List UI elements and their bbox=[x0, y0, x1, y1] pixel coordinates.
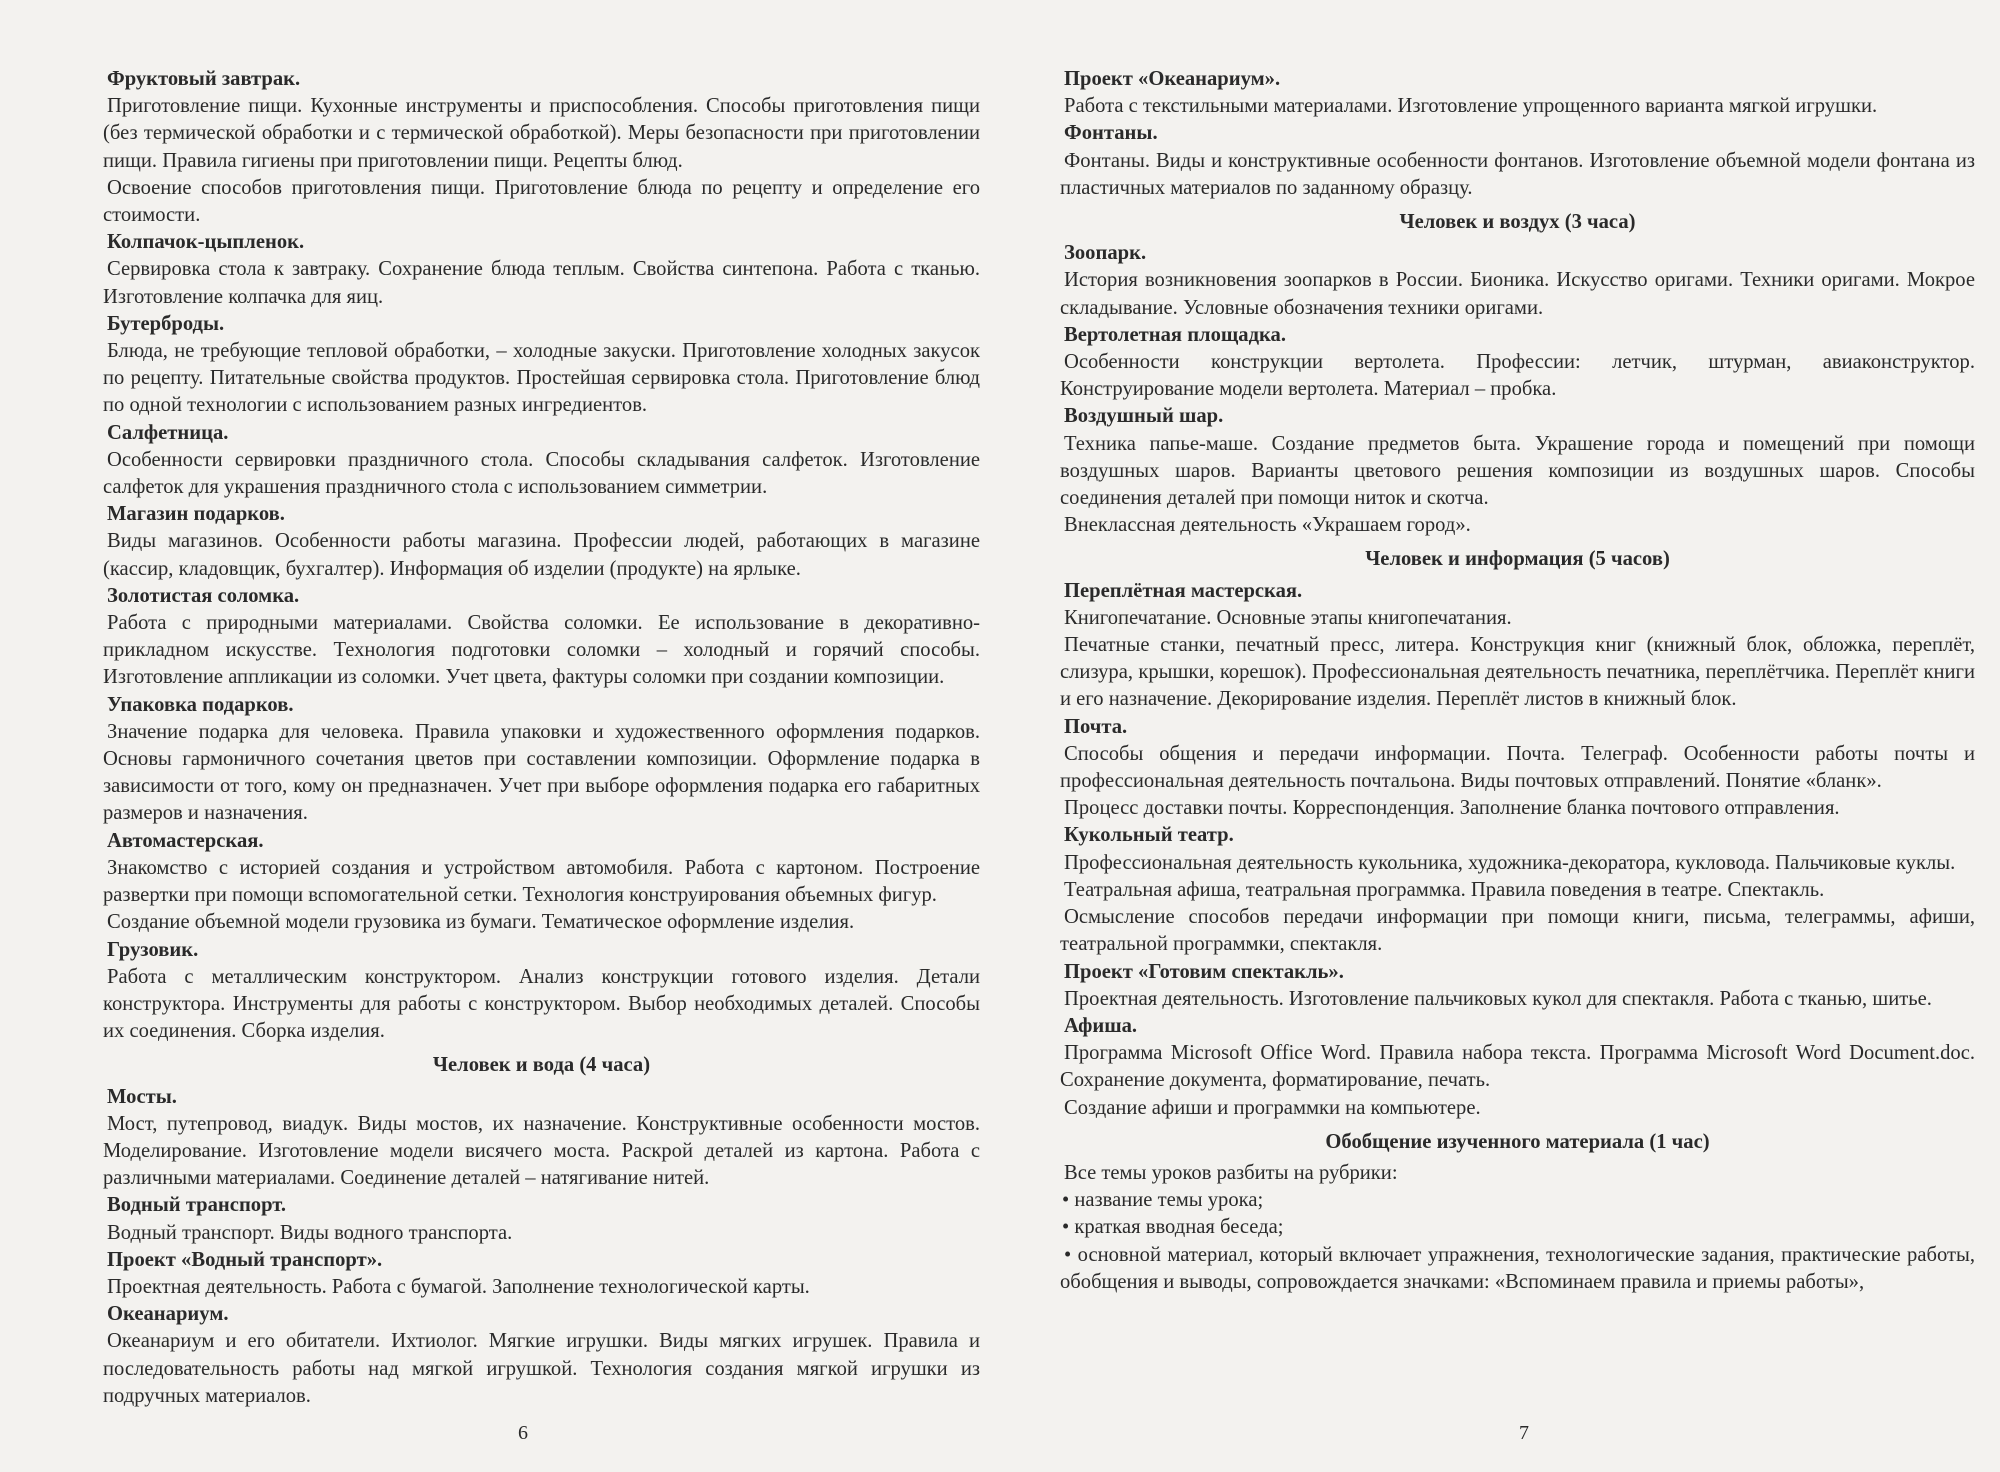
topic-heading: Водный транспорт. bbox=[107, 1194, 286, 1217]
paragraph: Программа Microsoft Office Word. Правила набора текста. Программа Microsoft Word Document.doc. Сохранение документа, форматирование, печать. bbox=[1060, 1042, 1975, 1092]
paragraph: История возникновения зоопарков в России. Бионика. Искусство оригами. Техники оригами. Мокрое складывание. Условные обозначения техники оригами. bbox=[1060, 269, 1975, 319]
topic-heading: Золотистая соломка. bbox=[107, 584, 300, 607]
paragraph: Фонтаны. Виды и конструктивные особенности фонтанов. Изготовление объемной модели фонтана из пластичных материалов по заданному образцу. bbox=[1060, 149, 1975, 199]
page-number: 6 bbox=[518, 1422, 528, 1444]
paragraph: Освоение способов приготовления пищи. Приготовление блюда по рецепту и определение его стоимости. bbox=[103, 176, 980, 227]
section-heading: Обобщение изученного материала (1 час) bbox=[1325, 1130, 1710, 1153]
left-page-text bbox=[103, 66, 980, 1410]
paragraph: Особенности сервировки праздничного стола. Способы складывания салфеток. Изготовление салфеток для украшения праздничного стола с использованием симметрии. bbox=[103, 448, 980, 499]
paragraph: Создание объемной модели грузовика из бумаги. Тематическое оформление изделия. bbox=[107, 911, 855, 934]
topic-heading: Мосты. bbox=[107, 1085, 177, 1108]
topic-heading: Бутерброды. bbox=[107, 312, 225, 335]
paragraph: Проектная деятельность. Работа с бумагой. Заполнение технологической карты. bbox=[107, 1275, 810, 1298]
topic-heading: Колпачок-цыпленок. bbox=[107, 231, 305, 254]
section-heading: Человек и вода (4 часа) bbox=[432, 1054, 651, 1077]
topic-heading: Афиша. bbox=[1064, 1014, 1138, 1037]
paragraph: Знакомство с историей создания и устройством автомобиля. Работа с картоном. Построение развертки при помощи вспомогательной сетки. Технология конструирования объемных фигур. bbox=[103, 856, 980, 907]
paragraph: Блюда, не требующие тепловой обработки, – холодные закуски. Приготовление холодных закусок по рецепту. Питательные свойства продуктов. Простейшая сервировка стола. Приготовление блюд по одной технологии с использованием разных ингредиентов. bbox=[103, 340, 980, 417]
bullet-item: • краткая вводная беседа; bbox=[1062, 1216, 1284, 1239]
right-page bbox=[1010, 0, 2000, 1472]
paragraph: Осмысление способов передачи информации при помощи книги, письма, телеграммы, афиши, театральной программки, спектакля. bbox=[1060, 906, 1975, 956]
section-heading: Человек и воздух (3 часа) bbox=[1399, 211, 1636, 234]
paragraph: Создание афиши и программки на компьютере. bbox=[1064, 1096, 1481, 1119]
paragraph: Значение подарка для человека. Правила упаковки и художественного оформления подарков. Основы гармоничного сочетания цветов при составлении композиции. Оформление подарка в зависимости от того, кому он предназначен. Учет при выборе оформления подарка его габаритных размеров и назначения. bbox=[103, 720, 980, 825]
paragraph: Профессиональная деятельность кукольника, художника-декоратора, кукловода. Пальчиковые куклы. bbox=[1064, 851, 1956, 874]
paragraph: Водный транспорт. Виды водного транспорта. bbox=[107, 1221, 513, 1244]
topic-heading: Переплётная мастерская. bbox=[1064, 579, 1303, 602]
page-number: 7 bbox=[1519, 1422, 1529, 1444]
topic-heading: Фонтаны. bbox=[1064, 122, 1158, 145]
topic-heading: Проект «Океанариум». bbox=[1064, 68, 1281, 90]
topic-heading: Упаковка подарков. bbox=[107, 693, 294, 716]
paragraph: Работа с текстильными материалами. Изготовление упрощенного варианта мягкой игрушки. bbox=[1064, 95, 1878, 118]
paragraph: Все темы уроков разбиты на рубрики: bbox=[1064, 1161, 1398, 1184]
paragraph: Особенности конструкции вертолета. Профессии: летчик, штурман, авиаконструктор. Конструирование модели вертолета. Материал – пробка. bbox=[1060, 351, 1975, 401]
paragraph: • основной материал, который включает упражнения, технологические задания, практические работы, обобщения и выводы, сопровождается значками: «Вспоминаем правила и приемы работы», bbox=[1060, 1243, 1975, 1293]
topic-heading: Фруктовый завтрак. bbox=[107, 68, 301, 90]
topic-heading: Проект «Готовим спектакль». bbox=[1064, 960, 1344, 983]
topic-heading: Салфетница. bbox=[107, 421, 229, 444]
paragraph: Процесс доставки почты. Корреспонденция. Заполнение бланка почтового отправления. bbox=[1064, 797, 1840, 820]
paragraph: Мост, путепровод, виадук. Виды мостов, их назначение. Конструктивные особенности мостов. Моделирование. Изготовление модели висячего моста. Раскрой деталей из картона. Работа с различными материалами. Соединение деталей – натягивание нитей. bbox=[103, 1112, 980, 1190]
topic-heading: Океанариум. bbox=[107, 1303, 229, 1326]
paragraph: Сервировка стола к завтраку. Сохранение блюда теплым. Свойства синтепона. Работа с тканью. Изготовление колпачка для яиц. bbox=[103, 258, 980, 308]
topic-heading: Магазин подарков. bbox=[107, 503, 285, 526]
paragraph: Океанариум и его обитатели. Ихтиолог. Мягкие игрушки. Виды мягких игрушек. Правила и последовательность работы над мягкой игрушкой. Технология создания мягкой игрушки из подручных материалов. bbox=[103, 1330, 980, 1407]
topic-heading: Кукольный театр. bbox=[1064, 824, 1234, 847]
topic-heading: Воздушный шар. bbox=[1064, 405, 1224, 428]
paragraph: Техника папье-маше. Создание предметов быта. Украшение города и помещений при помощи воздушных шаров. Варианты цветового решения композиции из воздушных шаров. Способы соединения деталей при помощи ниток и скотча. bbox=[1060, 432, 1975, 510]
topic-heading: Почта. bbox=[1064, 715, 1128, 738]
paragraph: Печатные станки, печатный пресс, литера. Конструкция книг (книжный блок, обложка, переплёт, слизура, крышки, корешок). Профессиональная деятельность печатника, переплётчика. Переплёт книги и его назначение. Декорирование изделия. Переплёт листов в книжный блок. bbox=[1060, 634, 1975, 711]
right-page-text bbox=[1060, 66, 1975, 1296]
topic-heading: Проект «Водный транспорт». bbox=[107, 1248, 383, 1271]
paragraph: Театральная афиша, театральная программка. Правила поведения в театре. Спектакль. bbox=[1064, 878, 1825, 901]
paragraph: Виды магазинов. Особенности работы магазина. Профессии людей, работающих в магазине (кассир, кладовщик, бухгалтер). Информация об изделии (продукте) на ярлыке. bbox=[103, 530, 980, 580]
bullet-item: • название темы урока; bbox=[1062, 1189, 1264, 1212]
paragraph: Работа с природными материалами. Свойства соломки. Ее использование в декоративно-прикладном искусстве. Технология подготовки соломки – холодный и горячий способы. Изготовление аппликации из соломки. Учет цвета, фактуры соломки при создании композиции. bbox=[103, 612, 980, 689]
paragraph: Книгопечатание. Основные этапы книгопечатания. bbox=[1064, 606, 1512, 629]
paragraph: Способы общения и передачи информации. Почта. Телеграф. Особенности работы почты и профессиональная деятельность почтальона. Виды почтовых отправлений. Понятие «бланк». bbox=[1060, 742, 1975, 793]
topic-heading: Автомастерская. bbox=[107, 829, 264, 852]
topic-heading: Зоопарк. bbox=[1064, 242, 1147, 265]
topic-heading: Грузовик. bbox=[107, 938, 199, 961]
paragraph: Работа с металлическим конструктором. Анализ конструкции готового изделия. Детали конструктора. Инструменты для работы с конструктором. Выбор необходимых деталей. Способы их соединения. Сборка изделия. bbox=[103, 965, 980, 1043]
topic-heading: Вертолетная площадка. bbox=[1064, 323, 1287, 346]
section-heading: Человек и информация (5 часов) bbox=[1365, 548, 1670, 571]
paragraph: Приготовление пищи. Кухонные инструменты и приспособления. Способы приготовления пищи (без термической обработки и с термической обработкой). Меры безопасности при приготовлении пищи. Правила гигиены при приготовлении пищи. Рецепты блюд. bbox=[103, 95, 980, 172]
paragraph: Проектная деятельность. Изготовление пальчиковых кукол для спектакля. Работа с тканью, шитье. bbox=[1064, 987, 1932, 1010]
paragraph: Внеклассная деятельность «Украшаем город». bbox=[1064, 514, 1471, 537]
